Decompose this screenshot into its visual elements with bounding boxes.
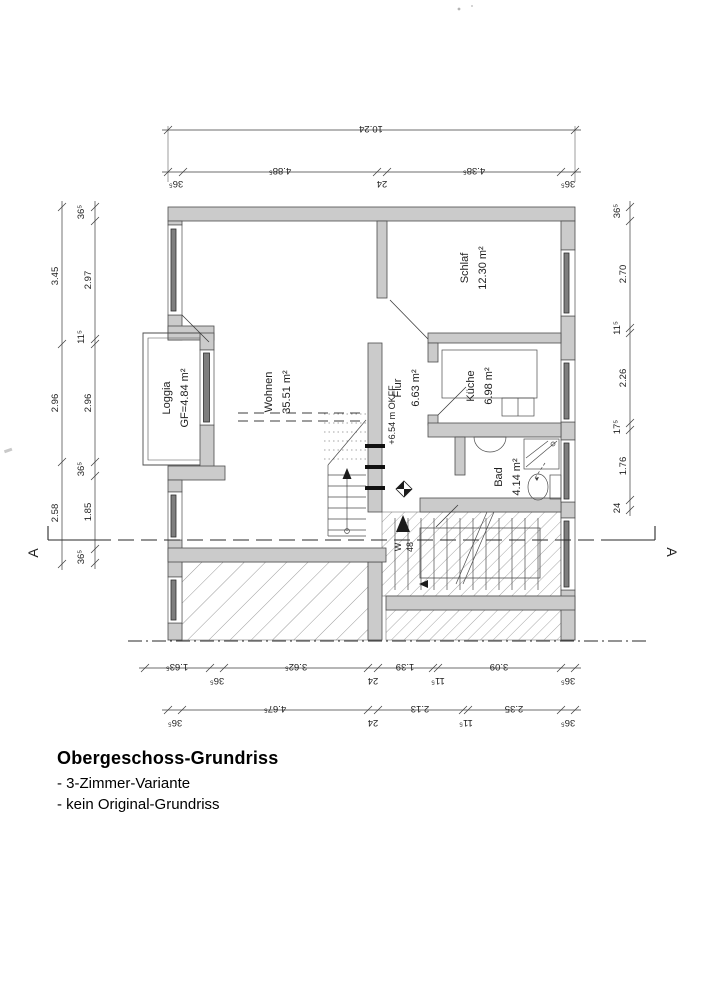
- dim-top-total: 10.24: [359, 123, 383, 134]
- loggia-door-sash-icon: [204, 353, 210, 422]
- dim-left-inner-0: 36⁵: [76, 204, 87, 220]
- room-bad-name: Bad: [493, 467, 505, 487]
- dim-bl-4: 11⁵: [459, 717, 473, 728]
- dim-right-6: 24: [612, 502, 623, 514]
- dim-left-inner-5: 1.85: [83, 502, 94, 522]
- dim-top-2: 24: [376, 178, 388, 189]
- dim-top-1: 4.88⁵: [268, 165, 292, 176]
- window-sash-icon: [171, 580, 176, 620]
- room-schlaf-name: Schlaf: [459, 252, 471, 284]
- dim-bu-4: 1.39: [395, 661, 415, 672]
- toilet-tank-icon: [550, 475, 561, 499]
- washbasin-icon: [474, 437, 506, 452]
- window-sash-icon: [564, 253, 569, 313]
- dim-bu-6: 3.09: [489, 661, 509, 672]
- dim-bu-3: 24: [367, 675, 379, 686]
- room-kueche-area: 6.98 m²: [483, 367, 495, 405]
- room-kueche-name: Küche: [465, 370, 477, 402]
- dim-bu-1: 36⁵: [209, 675, 225, 686]
- dim-right-2: 11⁵: [612, 321, 623, 335]
- drawing-subtitle-1: - 3-Zimmer-Variante: [57, 775, 191, 792]
- internal-stair: [324, 414, 366, 536]
- window-sash-icon: [171, 229, 176, 311]
- dim-left-inner-3: 2.96: [83, 393, 94, 413]
- stair-direction-arrow-icon: [343, 468, 352, 479]
- room-labels: [161, 246, 523, 496]
- door-leaves: [182, 300, 466, 527]
- dim-left-inner-6: 36⁵: [76, 549, 87, 565]
- dim-right-5: 1.76: [618, 456, 629, 476]
- dim-left-outer-2: 2.58: [50, 503, 61, 523]
- stair-break-line: [328, 420, 366, 465]
- dim-bu-7: 36⁵: [560, 675, 576, 686]
- title-block: [57, 748, 278, 816]
- dim-right-0: 36⁵: [612, 203, 623, 219]
- dim-bl-0: 36⁵: [167, 717, 183, 728]
- drawing-title: Obergeschoss-Grundriss: [57, 748, 279, 768]
- dim-left-inner-1: 2.97: [83, 270, 94, 290]
- dim-bl-5: 2.35: [504, 703, 524, 714]
- section-label-right: A: [664, 547, 680, 557]
- dim-bu-5: 11⁵: [431, 675, 445, 686]
- room-flur-name: Flur: [392, 378, 404, 398]
- room-schlaf-area: 12.30 m²: [477, 246, 489, 290]
- dim-right-4: 17⁵: [612, 419, 623, 435]
- room-wohnen-area: 35.51 m²: [281, 370, 293, 414]
- dim-left-outer-1: 2.96: [50, 393, 61, 413]
- window-sash-icon: [564, 363, 569, 419]
- dim-right-3: 2.26: [618, 368, 629, 388]
- window-marker-number: 48: [405, 541, 415, 553]
- dim-bu-0: 1.63⁵: [165, 661, 189, 672]
- room-wohnen-name: Wohnen: [263, 371, 275, 413]
- room-flur-area: 6.63 m²: [410, 369, 422, 407]
- window-marker-letter: W: [393, 542, 403, 552]
- window-sash-icon: [564, 443, 569, 499]
- dim-left-inner-4: 36⁵: [76, 461, 87, 477]
- elevation-label: +6.54 m OKFF: [387, 385, 397, 445]
- section-label-left: A: [25, 548, 41, 558]
- dim-top-4: 36⁵: [560, 178, 576, 189]
- schlaf-door: [390, 300, 428, 339]
- dim-top-0: 36⁵: [168, 178, 184, 189]
- room-loggia-name: Loggia: [161, 381, 173, 415]
- room-bad-area: 4.14 m²: [511, 458, 523, 496]
- window-sash-icon: [564, 521, 569, 587]
- dim-bu-2: 3.62⁵: [284, 661, 308, 672]
- elevation-marker: [387, 385, 412, 497]
- room-loggia-area: GF=4.84 m²: [179, 368, 191, 428]
- dim-right-1: 2.70: [618, 264, 629, 284]
- dim-bl-6: 36⁵: [560, 717, 576, 728]
- drawing-subtitle-2: - kein Original-Grundriss: [57, 796, 220, 814]
- hatched-roof-area-left: [182, 562, 368, 640]
- dim-bl-3: 2.13: [410, 703, 430, 714]
- dim-top-3: 4.38⁵: [462, 165, 486, 176]
- window-sash-icon: [171, 495, 176, 537]
- dim-bl-2: 24: [367, 717, 379, 728]
- dim-left-inner-2: 11⁵: [76, 330, 87, 344]
- dim-bl-1: 4.67⁵: [263, 703, 287, 714]
- dim-left-outer-0: 3.45: [50, 266, 61, 286]
